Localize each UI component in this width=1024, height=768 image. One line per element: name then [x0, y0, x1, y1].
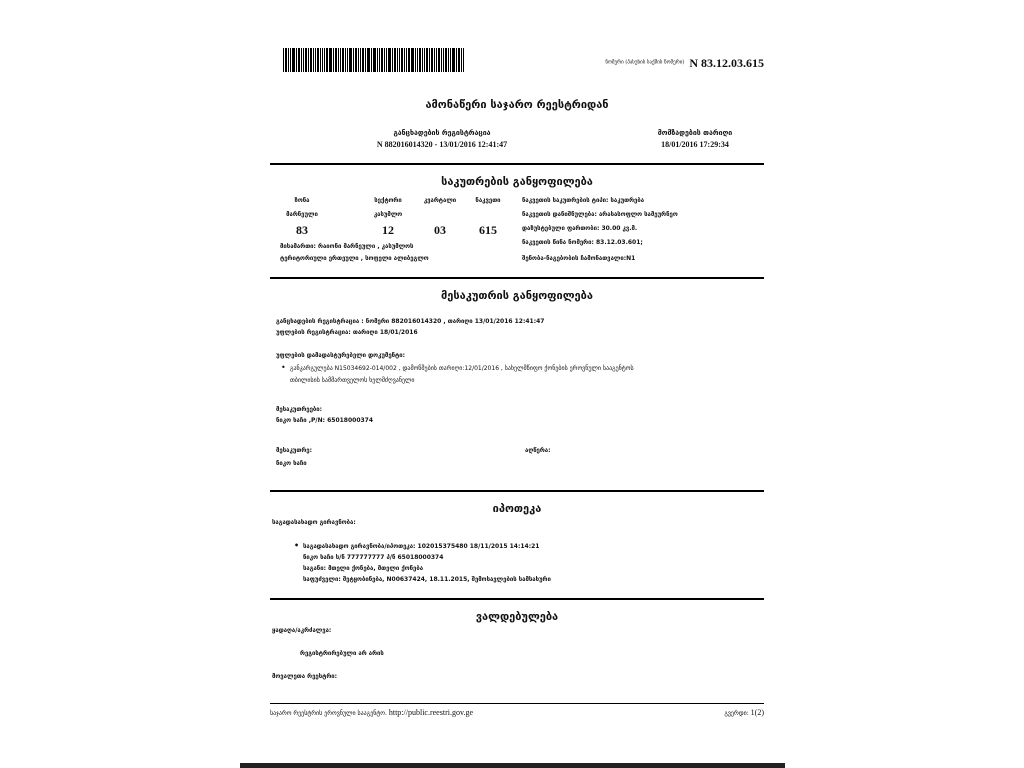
owner-date-line: უფლების რეგისტრაცია: თარიღი 18/01/2016 — [276, 329, 418, 336]
debtors-registry-label: მოვალეთა რეესტრი: — [272, 673, 338, 680]
col-header-plot: ნაკვეთი — [475, 197, 501, 204]
divider — [270, 277, 764, 279]
barcode-bar — [386, 48, 387, 72]
share-label: აღწერა: — [525, 447, 551, 454]
barcode-bar — [342, 48, 344, 72]
barcode-bar — [374, 48, 376, 72]
owners-label: მესაკუთრეები: — [276, 406, 323, 413]
barcode-bar — [338, 48, 339, 72]
barcode-bar — [320, 48, 321, 72]
barcode-bar — [355, 48, 357, 72]
barcode-bar — [301, 48, 302, 72]
barcode-bar — [394, 48, 396, 72]
page-footer — [270, 708, 764, 717]
mortgage-section-title: იპოთეკა — [492, 502, 542, 515]
footer-url[interactable]: http://public.reestri.gov.ge — [388, 708, 473, 717]
property-section-title: საკუთრების განყოფილება — [441, 175, 593, 188]
barcode-bar — [426, 48, 428, 72]
barcode-bar — [335, 48, 337, 72]
barcode-bar — [438, 48, 440, 72]
page-label: გვერდი: — [724, 710, 749, 717]
barcode-bar — [406, 48, 407, 72]
col-header-quarter: კვარტალი — [423, 197, 457, 204]
plot-previous-number: ნაკვეთის წინა ნომერი: 83.12.03.601; — [522, 239, 643, 246]
bottom-edge-bar — [240, 763, 785, 768]
tax-lien-line-1: • საგადასახადო გირავნობა/იპოთეკა: 102015375480 18/11/2015 14:14:21 — [303, 543, 539, 550]
barcode-bar — [434, 48, 435, 72]
barcode-bar — [388, 48, 391, 72]
barcode-bar — [424, 48, 425, 72]
barcode-bar — [401, 48, 403, 72]
plot-area: დაზუსტებული ფართობი: 30.00 კვ.მ. — [522, 225, 638, 232]
barcode-bar — [365, 48, 366, 72]
sector-code: 12 — [382, 223, 394, 237]
barcode-bar — [436, 48, 437, 72]
tax-lien-label: საგადასახადო გირავნობა: — [272, 519, 356, 526]
barcode-bar — [360, 48, 361, 72]
reference-number — [570, 52, 764, 71]
barcode-bar — [441, 48, 442, 72]
plot-code: 615 — [479, 223, 497, 237]
owner-registration-line: განცხადების რეგისტრაცია : ნომერი 882016014320 , თარიღი 13/01/2016 12:41:47 — [276, 318, 545, 325]
owners-value: ნიკო ხაჩი ,P/N: 65018000374 — [276, 417, 374, 424]
barcode-bar — [373, 48, 374, 72]
barcode-bar — [419, 48, 421, 72]
page-number — [724, 708, 764, 717]
barcode-bar — [290, 48, 291, 72]
barcode-bar — [296, 48, 297, 72]
barcode-bar — [448, 48, 449, 72]
barcode-bar — [371, 48, 372, 72]
documents-label: უფლების დამადასტურებელი დოკუმენტი: — [276, 352, 406, 359]
barcode-bar — [417, 48, 418, 72]
barcode-bar — [308, 48, 309, 72]
tax-lien-line-3: საგანი: მთელი ქონება, მთელი ქონება — [303, 565, 424, 572]
footer-divider — [270, 703, 764, 704]
barcode-bar — [358, 48, 359, 72]
barcode-bar — [292, 48, 295, 72]
plot-purpose: ნაკვეთის დანიშნულება: არასასოფლო სამეურნეო — [522, 211, 678, 218]
barcode-bar — [384, 48, 385, 72]
barcode-bar — [362, 48, 364, 72]
tax-lien-line-2: ნიკო ხაჩი ს/ნ 777777777 პ/ნ 65018000374 — [303, 554, 444, 561]
barcode-bar — [463, 48, 464, 72]
zone-code: 83 — [296, 223, 308, 237]
barcode-bar — [445, 48, 447, 72]
barcode-bar — [399, 48, 400, 72]
registration-label: განცხადების რეგისტრაცია — [393, 129, 491, 137]
barcode-bar — [415, 48, 416, 72]
divider — [270, 163, 764, 165]
seizure-value: რეგისტრირებული არ არის — [300, 650, 384, 657]
barcode-bar — [329, 48, 332, 72]
barcode-bar — [422, 48, 423, 72]
barcode-bar — [404, 48, 405, 72]
registration-block — [352, 129, 532, 149]
reference-value: N 83.12.03.615 — [689, 56, 764, 70]
seizure-label: ყადაღა/აკრძალვა: — [272, 627, 332, 634]
owner-value: ნიკო ხაჩი — [276, 460, 307, 467]
barcode-bar — [456, 48, 457, 72]
barcode-bar — [397, 48, 398, 72]
quarter-code: 03 — [434, 223, 446, 237]
barcode-bar — [411, 48, 414, 72]
barcode-bar — [452, 48, 455, 72]
barcode-bar — [283, 48, 284, 72]
document-title: ამონაწერი საჯარო რეესტრიდან — [425, 98, 609, 111]
col-header-zone: ზონა — [294, 197, 310, 204]
preparation-block — [630, 129, 760, 149]
col-header-sector: სექტორი — [374, 197, 402, 204]
barcode-bar — [429, 48, 430, 72]
barcode-bar — [326, 48, 328, 72]
building-list: შენობა-ნაგებობის ჩამონათვალი:N1 — [522, 255, 636, 262]
barcode-bar — [377, 48, 378, 72]
barcode-bar — [349, 48, 352, 72]
barcode-bar — [310, 48, 313, 72]
barcode-bar — [353, 48, 354, 72]
barcode-bar — [458, 48, 460, 72]
page-value: 1(2) — [750, 708, 764, 717]
barcode-bar — [345, 48, 346, 72]
preparation-value: 18/01/2016 17:29:34 — [661, 140, 729, 149]
zone-name: მარნეული — [286, 211, 318, 218]
divider — [270, 598, 764, 600]
barcode-bar — [340, 48, 341, 72]
document-line-1: • განკარგულება N15034692-014/002 , დამოწმების თარიღი:12/01/2016 , სახელმწიფო ქონების ეროვნული სააგენტოს — [290, 365, 634, 372]
preparation-label: მომზადების თარიღი — [657, 129, 733, 137]
barcode-bar — [443, 48, 444, 72]
sector-name: კასუმლო — [373, 211, 403, 218]
barcode-bar — [315, 48, 316, 72]
barcode-bar — [347, 48, 348, 72]
barcode-bar — [305, 48, 307, 72]
barcode-bar — [392, 48, 393, 72]
barcode-bar — [381, 48, 383, 72]
registration-value: N 882016014320 - 13/01/2016 12:41:47 — [376, 140, 508, 149]
address-line-2: ტერიტორიული ერთეული , სოფელი ალიბეგლო — [280, 255, 429, 262]
reference-label: ნომერი (პასუხის საქმის ნომერი) — [605, 59, 685, 66]
address-line-1: მისამართი: რაიონი მარნეული , კასუმლოს — [280, 243, 414, 250]
barcode-bar — [313, 48, 314, 72]
barcode-bar — [333, 48, 334, 72]
debts-section-title: ვალდებულება — [475, 610, 559, 623]
barcode-bar — [324, 48, 325, 72]
barcode-bar — [431, 48, 434, 72]
barcode — [283, 48, 465, 72]
barcode-bar — [303, 48, 304, 72]
tax-lien-line-4: საფუძველი: შეტყობინება, N00637424, 18.11.2015, შემოსავლების სამსახური — [303, 576, 551, 583]
owner-label: მესაკუთრე: — [276, 447, 312, 454]
barcode-bar — [367, 48, 370, 72]
barcode-bar — [298, 48, 300, 72]
divider — [270, 490, 764, 492]
footer-agency: საჯარო რეესტრის ეროვნული სააგენტო. — [270, 710, 387, 717]
barcode-bar — [285, 48, 287, 72]
owner-section-title: მესაკუთრის განყოფილება — [441, 289, 593, 302]
barcode-bar — [450, 48, 451, 72]
barcode-bar — [379, 48, 380, 72]
barcode-bar — [408, 48, 410, 72]
barcode-bar — [288, 48, 289, 72]
document-line-2: თბილისის სამმართველოს ხელმძღვანელი — [290, 377, 415, 384]
barcode-bar — [317, 48, 319, 72]
plot-ownership-type: ნაკვეთის საკუთრების ტიპი: საკუთრება — [522, 197, 645, 204]
barcode-bar — [322, 48, 323, 72]
barcode-bar — [461, 48, 462, 72]
